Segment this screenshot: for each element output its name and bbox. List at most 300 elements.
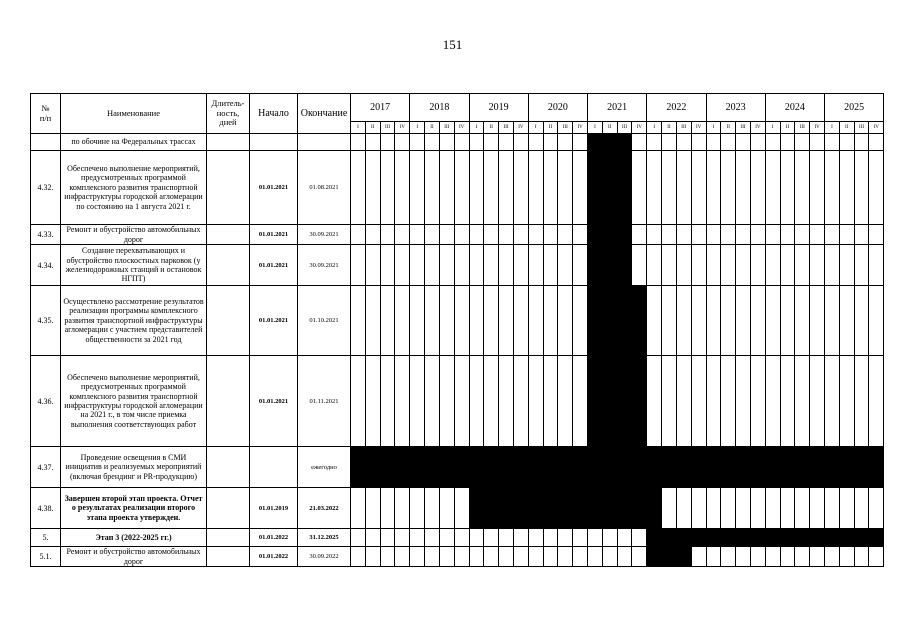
gantt-cell bbox=[662, 134, 677, 151]
gantt-cell bbox=[543, 151, 558, 225]
gantt-cell bbox=[825, 245, 840, 286]
gantt-cell bbox=[573, 529, 588, 547]
gantt-cell bbox=[513, 151, 528, 225]
row-end-date: 30.09.2021 bbox=[298, 245, 351, 286]
gantt-cell bbox=[469, 547, 484, 567]
quarter-header: IV bbox=[691, 122, 706, 134]
gantt-cell bbox=[395, 151, 410, 225]
gantt-cell bbox=[395, 225, 410, 245]
gantt-cell bbox=[662, 488, 677, 529]
gantt-cell bbox=[662, 286, 677, 356]
row-duration bbox=[207, 356, 250, 447]
gantt-bar-cell bbox=[454, 447, 469, 488]
gantt-cell bbox=[528, 547, 543, 567]
gantt-cell bbox=[528, 286, 543, 356]
gantt-cell bbox=[854, 488, 869, 529]
quarter-header: I bbox=[528, 122, 543, 134]
gantt-bar-cell bbox=[706, 447, 721, 488]
row-number: 5.1. bbox=[31, 547, 61, 567]
gantt-cell bbox=[602, 547, 617, 567]
gantt-cell bbox=[395, 356, 410, 447]
gantt-cell bbox=[676, 225, 691, 245]
gantt-bar-cell bbox=[425, 447, 440, 488]
gantt-cell bbox=[454, 488, 469, 529]
gantt-cell bbox=[706, 245, 721, 286]
gantt-cell bbox=[780, 151, 795, 225]
row-end-date: 30.09.2022 bbox=[298, 547, 351, 567]
gantt-bar-cell bbox=[825, 529, 840, 547]
gantt-bar-cell bbox=[513, 488, 528, 529]
quarter-header: II bbox=[602, 122, 617, 134]
gantt-bar-cell bbox=[588, 245, 603, 286]
gantt-cell bbox=[513, 286, 528, 356]
table-row bbox=[31, 245, 884, 286]
gantt-cell bbox=[351, 529, 366, 547]
gantt-cell bbox=[543, 245, 558, 286]
gantt-bar-cell bbox=[676, 447, 691, 488]
gantt-cell bbox=[632, 245, 647, 286]
gantt-cell bbox=[395, 529, 410, 547]
gantt-cell bbox=[750, 488, 765, 529]
gantt-cell bbox=[825, 151, 840, 225]
row-end-date: 01.10.2021 bbox=[298, 286, 351, 356]
gantt-cell bbox=[543, 547, 558, 567]
gantt-cell bbox=[780, 245, 795, 286]
gantt-cell bbox=[365, 151, 380, 225]
gantt-cell bbox=[499, 134, 514, 151]
gantt-cell bbox=[454, 225, 469, 245]
year-header: 2017 bbox=[351, 94, 410, 122]
gantt-cell bbox=[499, 245, 514, 286]
gantt-cell bbox=[558, 547, 573, 567]
row-duration bbox=[207, 488, 250, 529]
row-number: 4.36. bbox=[31, 356, 61, 447]
gantt-cell bbox=[454, 356, 469, 447]
quarter-header: III bbox=[439, 122, 454, 134]
gantt-bar-cell bbox=[602, 356, 617, 447]
gantt-cell bbox=[854, 134, 869, 151]
gantt-cell bbox=[706, 356, 721, 447]
gantt-cell bbox=[721, 286, 736, 356]
gantt-bar-cell bbox=[617, 447, 632, 488]
gantt-cell bbox=[439, 356, 454, 447]
year-header: 2019 bbox=[469, 94, 528, 122]
gantt-bar-cell bbox=[676, 547, 691, 567]
gantt-cell bbox=[854, 547, 869, 567]
gantt-cell bbox=[780, 488, 795, 529]
quarter-header: IV bbox=[632, 122, 647, 134]
gantt-cell bbox=[750, 286, 765, 356]
gantt-cell bbox=[499, 225, 514, 245]
row-end-date: ежегодно bbox=[298, 447, 351, 488]
gantt-cell bbox=[750, 356, 765, 447]
gantt-cell bbox=[780, 225, 795, 245]
gantt-bar-cell bbox=[825, 447, 840, 488]
row-duration bbox=[207, 225, 250, 245]
gantt-bar-cell bbox=[543, 488, 558, 529]
gantt-cell bbox=[736, 356, 751, 447]
gantt-bar-cell bbox=[780, 529, 795, 547]
gantt-cell bbox=[454, 286, 469, 356]
gantt-cell bbox=[425, 286, 440, 356]
gantt-cell bbox=[365, 245, 380, 286]
gantt-bar-cell bbox=[647, 547, 662, 567]
gantt-cell bbox=[365, 547, 380, 567]
gantt-cell bbox=[395, 547, 410, 567]
gantt-cell bbox=[439, 547, 454, 567]
gantt-bar-cell bbox=[588, 134, 603, 151]
quarter-header: IV bbox=[454, 122, 469, 134]
gantt-cell bbox=[558, 151, 573, 225]
quarter-header: II bbox=[484, 122, 499, 134]
quarter-header: III bbox=[380, 122, 395, 134]
gantt-cell bbox=[721, 225, 736, 245]
gantt-cell bbox=[454, 529, 469, 547]
row-end-date: 01.08.2021 bbox=[298, 151, 351, 225]
table-row bbox=[31, 447, 884, 488]
table-row bbox=[31, 356, 884, 447]
gantt-cell bbox=[795, 151, 810, 225]
gantt-bar-cell bbox=[588, 286, 603, 356]
gantt-cell bbox=[425, 356, 440, 447]
quarter-header: IV bbox=[395, 122, 410, 134]
quarter-header: IV bbox=[810, 122, 825, 134]
gantt-cell bbox=[810, 356, 825, 447]
row-name: Создание перехватывающих и обустройство плоскостных парковок (у железнодорожных станций и остановок НГПТ) bbox=[61, 245, 207, 286]
gantt-cell bbox=[647, 134, 662, 151]
gantt-bar-cell bbox=[750, 529, 765, 547]
quarter-header: I bbox=[410, 122, 425, 134]
gantt-bar-cell bbox=[869, 447, 884, 488]
quarter-header: IV bbox=[513, 122, 528, 134]
gantt-cell bbox=[721, 356, 736, 447]
gantt-bar-cell bbox=[573, 488, 588, 529]
gantt-cell bbox=[691, 245, 706, 286]
header-end: Окончание bbox=[298, 94, 351, 134]
gantt-bar-cell bbox=[602, 286, 617, 356]
gantt-bar-cell bbox=[810, 447, 825, 488]
row-start-date bbox=[250, 134, 298, 151]
gantt-cell bbox=[869, 245, 884, 286]
row-number: 4.34. bbox=[31, 245, 61, 286]
gantt-cell bbox=[839, 134, 854, 151]
row-duration bbox=[207, 547, 250, 567]
row-start-date: 01.01.2021 bbox=[250, 151, 298, 225]
gantt-cell bbox=[454, 245, 469, 286]
gantt-cell bbox=[410, 488, 425, 529]
gantt-cell bbox=[425, 529, 440, 547]
gantt-bar-cell bbox=[439, 447, 454, 488]
gantt-cell bbox=[365, 286, 380, 356]
row-start-date: 01.01.2021 bbox=[250, 356, 298, 447]
gantt-cell bbox=[573, 547, 588, 567]
table-row bbox=[31, 286, 884, 356]
gantt-cell bbox=[721, 134, 736, 151]
gantt-cell bbox=[351, 547, 366, 567]
gantt-cell bbox=[839, 225, 854, 245]
gantt-bar-cell bbox=[602, 134, 617, 151]
gantt-cell bbox=[617, 547, 632, 567]
gantt-cell bbox=[439, 151, 454, 225]
gantt-cell bbox=[469, 286, 484, 356]
gantt-cell bbox=[365, 529, 380, 547]
gantt-bar-cell bbox=[676, 529, 691, 547]
gantt-cell bbox=[795, 134, 810, 151]
gantt-bar-cell bbox=[588, 151, 603, 225]
gantt-cell bbox=[662, 245, 677, 286]
gantt-bar-cell bbox=[617, 134, 632, 151]
gantt-cell bbox=[676, 151, 691, 225]
row-number: 5. bbox=[31, 529, 61, 547]
gantt-cell bbox=[721, 245, 736, 286]
gantt-cell bbox=[380, 245, 395, 286]
gantt-cell bbox=[439, 134, 454, 151]
row-name: Проведение освещения в СМИ инициатив и реализуемых мероприятий (включая брендинг и PR-продукцию) bbox=[61, 447, 207, 488]
row-number: 4.37. bbox=[31, 447, 61, 488]
gantt-cell bbox=[365, 225, 380, 245]
gantt-cell bbox=[736, 151, 751, 225]
row-duration bbox=[207, 134, 250, 151]
gantt-cell bbox=[499, 529, 514, 547]
row-name: по обочине на Федеральных трассах bbox=[61, 134, 207, 151]
gantt-bar-cell bbox=[588, 356, 603, 447]
gantt-cell bbox=[632, 529, 647, 547]
gantt-bar-cell bbox=[484, 488, 499, 529]
gantt-cell bbox=[795, 225, 810, 245]
gantt-bar-cell bbox=[617, 225, 632, 245]
gantt-bar-cell bbox=[632, 447, 647, 488]
gantt-cell bbox=[854, 151, 869, 225]
gantt-cell bbox=[750, 225, 765, 245]
row-name: Осуществлено рассмотрение результатов реализации программы комплексного развития транспортной инфраструктуры агломерации с участием представителей общественности за 2021 год bbox=[61, 286, 207, 356]
quarter-header: III bbox=[676, 122, 691, 134]
gantt-cell bbox=[632, 547, 647, 567]
gantt-cell bbox=[484, 225, 499, 245]
year-header: 2018 bbox=[410, 94, 469, 122]
gantt-cell bbox=[810, 151, 825, 225]
quarter-header: I bbox=[351, 122, 366, 134]
row-name: Обеспечено выполнение мероприятий, предусмотренных программой комплексного развития транспортной инфраструктуры городской агломерации на 2021 г., в том числе приемка выполнения соответствующих работ bbox=[61, 356, 207, 447]
gantt-cell bbox=[780, 547, 795, 567]
row-number: 4.38. bbox=[31, 488, 61, 529]
gantt-cell bbox=[691, 547, 706, 567]
row-start-date: 01.01.2022 bbox=[250, 529, 298, 547]
gantt-bar-cell bbox=[691, 529, 706, 547]
gantt-bar-cell bbox=[691, 447, 706, 488]
gantt-cell bbox=[765, 245, 780, 286]
gantt-cell bbox=[795, 488, 810, 529]
gantt-cell bbox=[810, 245, 825, 286]
quarter-header: II bbox=[365, 122, 380, 134]
gantt-bar-cell bbox=[706, 529, 721, 547]
gantt-bar-cell bbox=[484, 447, 499, 488]
gantt-bar-cell bbox=[662, 547, 677, 567]
gantt-cell bbox=[528, 356, 543, 447]
gantt-cell bbox=[558, 529, 573, 547]
gantt-cell bbox=[425, 134, 440, 151]
table-row bbox=[31, 151, 884, 225]
gantt-bar-cell bbox=[588, 447, 603, 488]
gantt-bar-cell bbox=[632, 286, 647, 356]
gantt-cell bbox=[380, 529, 395, 547]
gantt-bar-cell bbox=[617, 286, 632, 356]
gantt-cell bbox=[439, 245, 454, 286]
gantt-bar-cell bbox=[810, 529, 825, 547]
gantt-cell bbox=[513, 134, 528, 151]
gantt-cell bbox=[810, 547, 825, 567]
gantt-cell bbox=[765, 488, 780, 529]
gantt-cell bbox=[706, 134, 721, 151]
gantt-cell bbox=[750, 151, 765, 225]
gantt-cell bbox=[676, 356, 691, 447]
gantt-bar-cell bbox=[854, 529, 869, 547]
gantt-bar-cell bbox=[780, 447, 795, 488]
gantt-cell bbox=[573, 225, 588, 245]
gantt-cell bbox=[588, 547, 603, 567]
gantt-cell bbox=[558, 245, 573, 286]
gantt-cell bbox=[410, 547, 425, 567]
gantt-cell bbox=[469, 225, 484, 245]
gantt-bar-cell bbox=[736, 447, 751, 488]
gantt-cell bbox=[395, 245, 410, 286]
gantt-cell bbox=[513, 547, 528, 567]
gantt-cell bbox=[588, 529, 603, 547]
quarter-header: III bbox=[617, 122, 632, 134]
gantt-cell bbox=[810, 225, 825, 245]
gantt-cell bbox=[469, 356, 484, 447]
gantt-bar-cell bbox=[469, 447, 484, 488]
gantt-cell bbox=[543, 286, 558, 356]
gantt-bar-cell bbox=[499, 447, 514, 488]
gantt-bar-cell bbox=[543, 447, 558, 488]
gantt-cell bbox=[351, 134, 366, 151]
gantt-cell bbox=[351, 225, 366, 245]
gantt-cell bbox=[573, 245, 588, 286]
row-end-date: 31.12.2025 bbox=[298, 529, 351, 547]
gantt-bar-cell bbox=[410, 447, 425, 488]
quarter-header: I bbox=[588, 122, 603, 134]
gantt-cell bbox=[558, 356, 573, 447]
gantt-cell bbox=[469, 134, 484, 151]
gantt-cell bbox=[395, 286, 410, 356]
gantt-cell bbox=[454, 134, 469, 151]
gantt-cell bbox=[706, 151, 721, 225]
gantt-cell bbox=[558, 286, 573, 356]
gantt-cell bbox=[854, 356, 869, 447]
gantt-cell bbox=[410, 245, 425, 286]
gantt-bar-cell bbox=[721, 447, 736, 488]
gantt-cell bbox=[573, 134, 588, 151]
gantt-cell bbox=[825, 286, 840, 356]
gantt-cell bbox=[513, 245, 528, 286]
gantt-cell bbox=[662, 151, 677, 225]
gantt-cell bbox=[780, 286, 795, 356]
quarter-header: I bbox=[765, 122, 780, 134]
gantt-bar-cell bbox=[647, 529, 662, 547]
gantt-cell bbox=[691, 151, 706, 225]
gantt-bar-cell bbox=[662, 529, 677, 547]
gantt-cell bbox=[869, 225, 884, 245]
gantt-cell bbox=[469, 245, 484, 286]
quarter-header: II bbox=[543, 122, 558, 134]
gantt-bar-cell bbox=[602, 488, 617, 529]
gantt-cell bbox=[632, 134, 647, 151]
gantt-cell bbox=[736, 547, 751, 567]
gantt-bar-cell bbox=[721, 529, 736, 547]
gantt-cell bbox=[780, 356, 795, 447]
quarter-header: I bbox=[706, 122, 721, 134]
row-duration bbox=[207, 447, 250, 488]
gantt-cell bbox=[380, 225, 395, 245]
gantt-cell bbox=[365, 488, 380, 529]
gantt-cell bbox=[869, 286, 884, 356]
gantt-cell bbox=[869, 134, 884, 151]
gantt-cell bbox=[439, 225, 454, 245]
row-duration bbox=[207, 245, 250, 286]
row-duration bbox=[207, 286, 250, 356]
gantt-cell bbox=[721, 547, 736, 567]
gantt-cell bbox=[765, 356, 780, 447]
gantt-cell bbox=[691, 134, 706, 151]
gantt-cell bbox=[543, 134, 558, 151]
gantt-cell bbox=[573, 286, 588, 356]
gantt-cell bbox=[410, 134, 425, 151]
quarter-header: IV bbox=[869, 122, 884, 134]
row-end-date bbox=[298, 134, 351, 151]
year-header: 2024 bbox=[765, 94, 824, 122]
table-row bbox=[31, 547, 884, 567]
gantt-cell bbox=[469, 529, 484, 547]
gantt-cell bbox=[351, 151, 366, 225]
gantt-bar-cell bbox=[839, 447, 854, 488]
gantt-bar-cell bbox=[632, 488, 647, 529]
row-name: Ремонт и обустройство автомобильных дорог bbox=[61, 225, 207, 245]
row-end-date: 01.11.2021 bbox=[298, 356, 351, 447]
gantt-bar-cell bbox=[602, 245, 617, 286]
gantt-bar-cell bbox=[736, 529, 751, 547]
header-duration: Длитель- ность, дней bbox=[207, 94, 250, 134]
gantt-cell bbox=[439, 529, 454, 547]
gantt-cell bbox=[351, 245, 366, 286]
quarter-header: II bbox=[662, 122, 677, 134]
quarter-header: II bbox=[780, 122, 795, 134]
quarter-header: I bbox=[825, 122, 840, 134]
gantt-bar-cell bbox=[513, 447, 528, 488]
row-end-date: 30.09.2021 bbox=[298, 225, 351, 245]
gantt-cell bbox=[765, 225, 780, 245]
quarter-header: II bbox=[839, 122, 854, 134]
gantt-cell bbox=[647, 356, 662, 447]
gantt-cell bbox=[499, 151, 514, 225]
gantt-table bbox=[30, 93, 884, 567]
gantt-cell bbox=[380, 151, 395, 225]
gantt-cell bbox=[499, 286, 514, 356]
gantt-cell bbox=[410, 356, 425, 447]
table-row bbox=[31, 134, 884, 151]
gantt-cell bbox=[410, 225, 425, 245]
gantt-cell bbox=[380, 286, 395, 356]
header-name: Наименование bbox=[61, 94, 207, 134]
gantt-cell bbox=[602, 529, 617, 547]
gantt-bar-cell bbox=[765, 529, 780, 547]
gantt-cell bbox=[365, 356, 380, 447]
quarter-header: II bbox=[425, 122, 440, 134]
gantt-cell bbox=[380, 356, 395, 447]
gantt-cell bbox=[825, 225, 840, 245]
gantt-cell bbox=[380, 134, 395, 151]
gantt-cell bbox=[736, 134, 751, 151]
gantt-cell bbox=[839, 356, 854, 447]
